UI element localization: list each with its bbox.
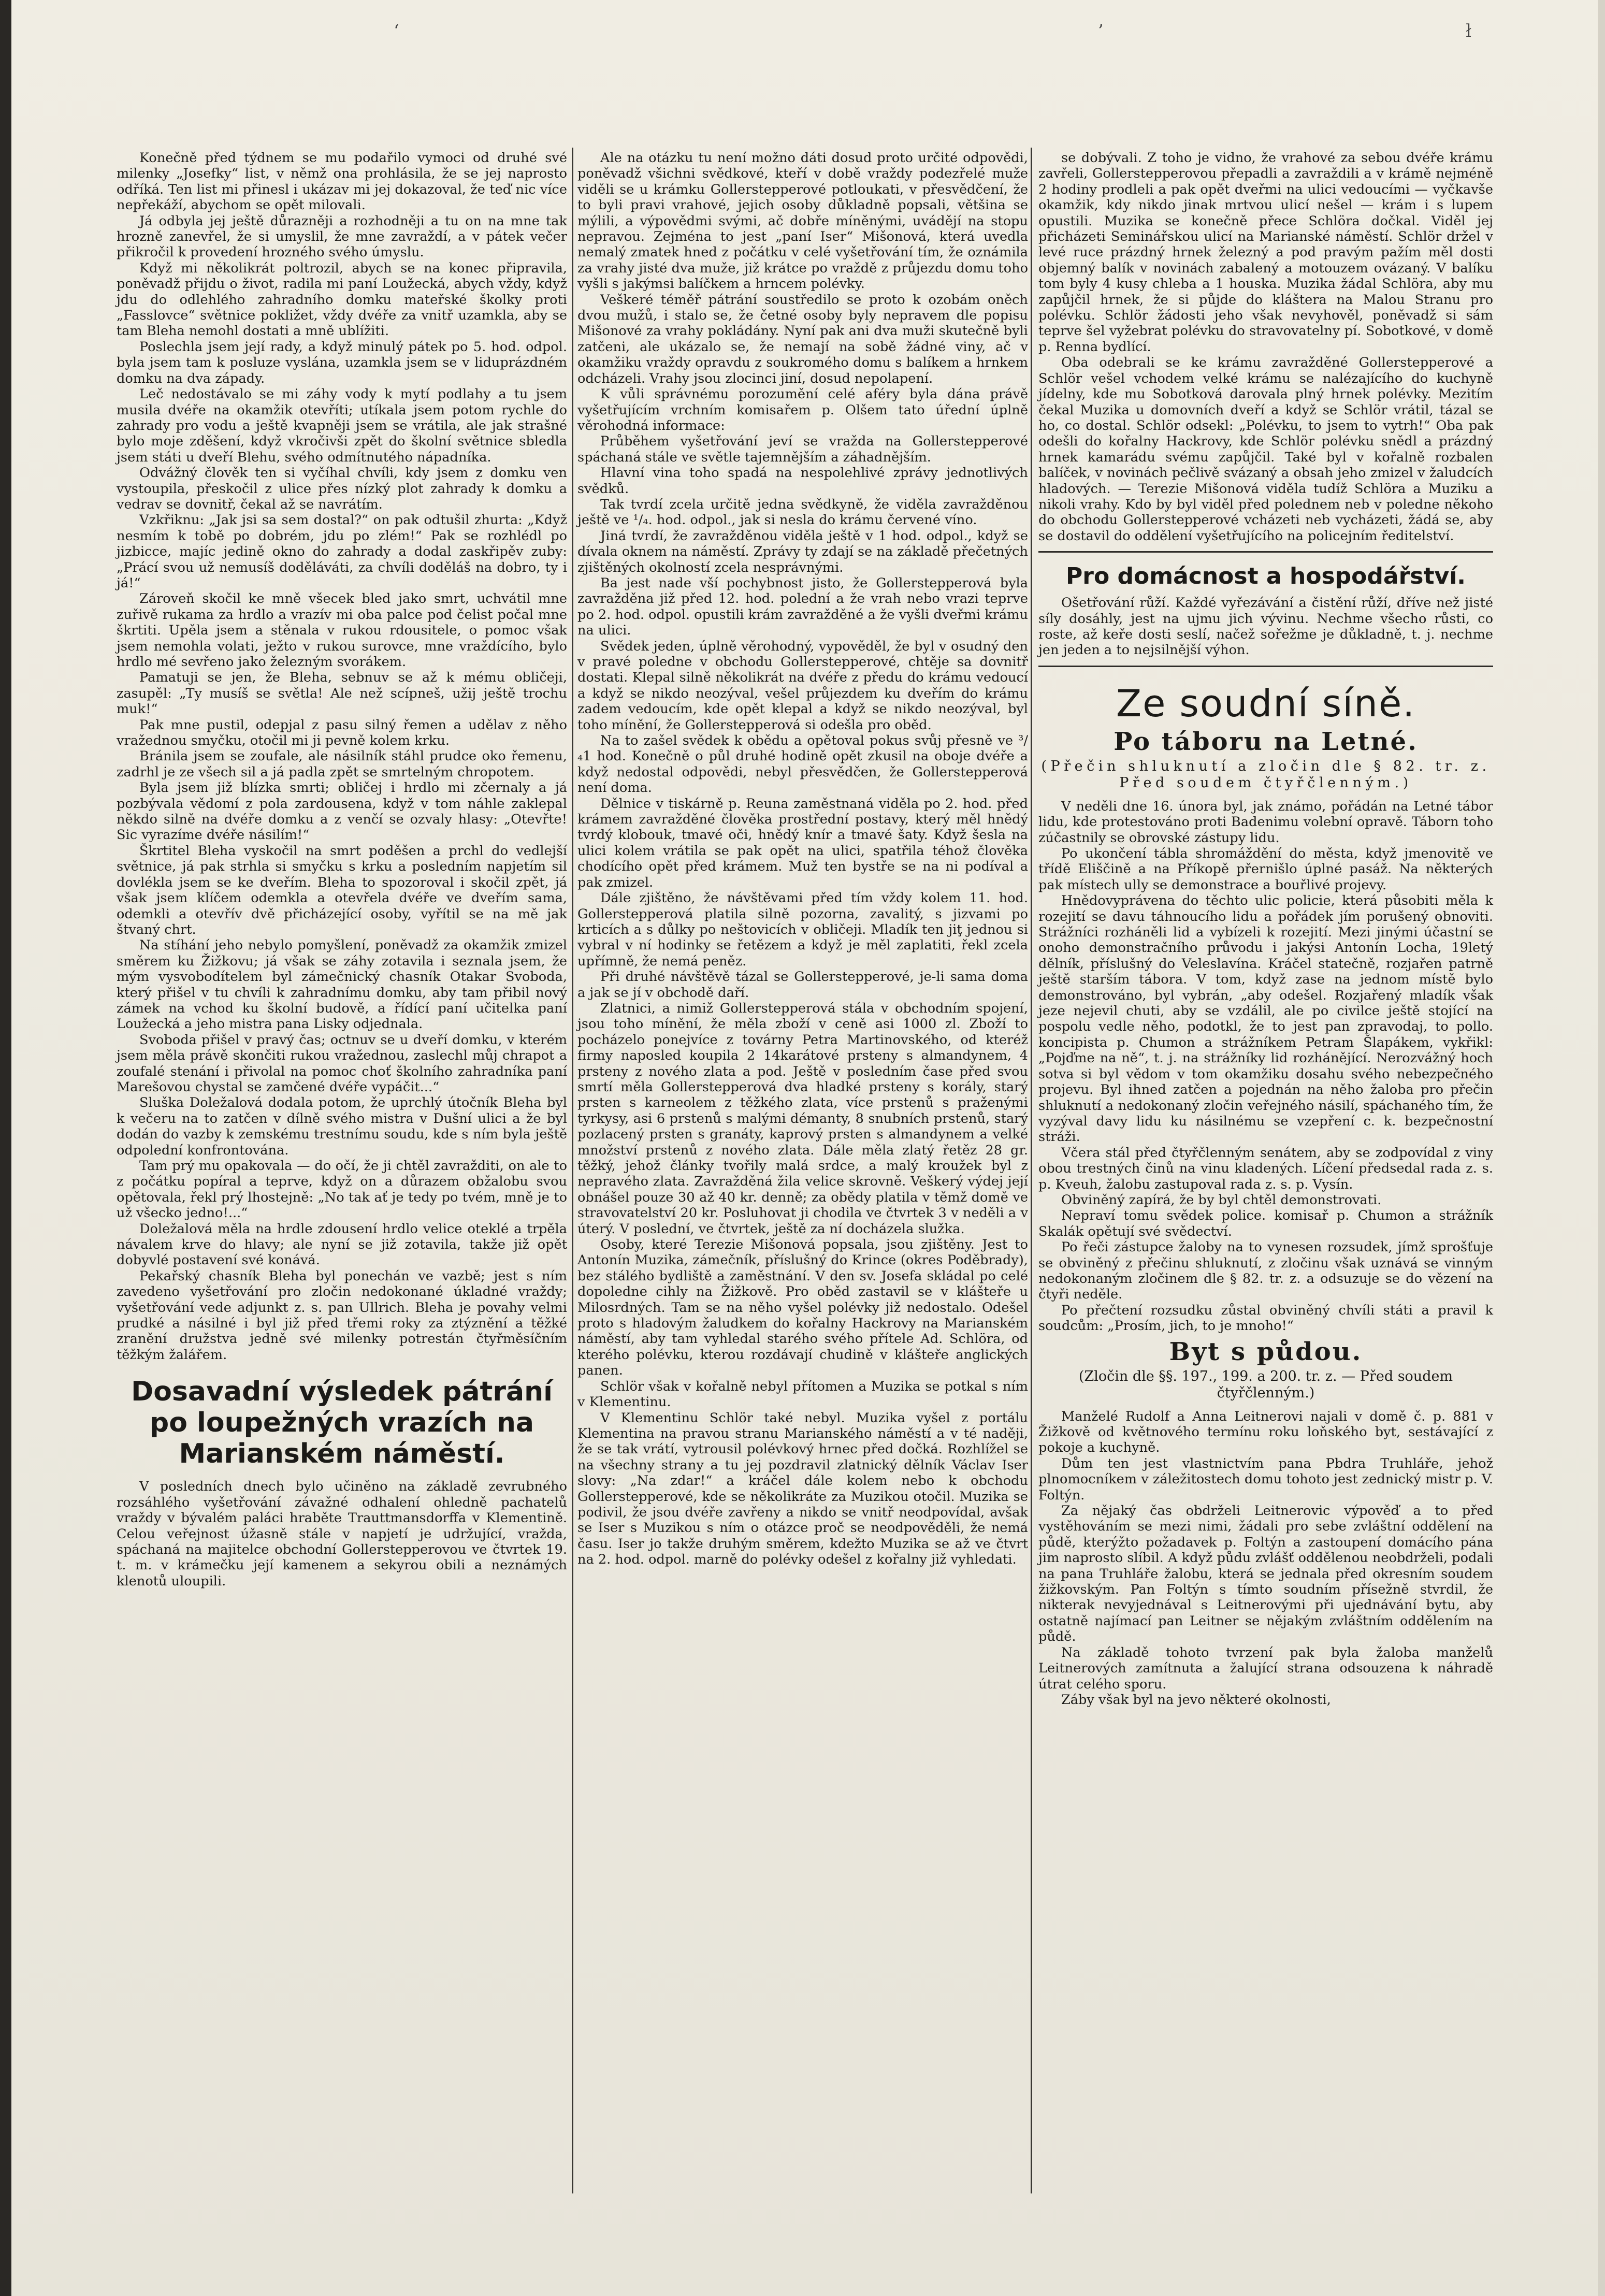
article-paragraph: Když mi několikrát poltrozil, abych se na konec připravila, poněvadž přijdu o život, radila mi paní Loužecká, abych vždy, když jdu do odlehlého zahradního domku mateřské školky proti „Fasslovce“ světnice pokližet, vždy dvéře za vnitř uzamkla, aby se tam Bleha nemohl dostati a mně ublížiti. xyxy=(117,260,567,339)
article-paragraph: Konečně před týdnem se mu podařilo vymoci od druhé své milenky „Josefky“ list, v němž ona prohlásila, že se jej naprosto odříká. Ten list mi přinesl i ukázav mi jej dokazoval, že teď nic více nepřekáží, abychom se opět milovali. xyxy=(117,150,567,213)
article-paragraph: Tam prý mu opakovala — do očí, že ji chtěl zavražditi, on ale to z počátku popíral a teprve, když on a důrazem obžalobu svou opětovala, řekl prý lhostejně: „No tak ať je tedy po tvém, mně je to už všecko jedno!...“ xyxy=(117,1158,567,1221)
article-paragraph: Ba jest nade vší pochybnost jisto, že Gollerstepperová byla zavražděna již před 12. hod. polední a že vrah nebo vrazi teprve po 2. hod. odpol. opustili krám zavražděné a že vyšli dveřmi krámu na ulici. xyxy=(577,575,1028,639)
section-domacnost-paragraphs xyxy=(1038,595,1493,658)
court-section-title: Ze soudní síně. xyxy=(1116,681,1416,725)
article-paragraph: Poslechla jsem její rady, a když minulý pátek po 5. hod. odpol. byla jsem tam k posluze vyslána, uzamkla jsem se v liduprázdném domku na dva západy. xyxy=(117,339,567,386)
section-divider-2 xyxy=(1038,666,1493,667)
headline-marianske-namesti: Dosavadní výsledek pátrání po loupežných vrazích na Marianském náměstí. xyxy=(131,1376,553,1470)
section-domacnost-title: Pro domácnost a hospodářství. xyxy=(1066,563,1466,590)
article-paragraph: K vůli správnému porozumění celé aféry byla dána právě vyšetřujícím vrchním komisařem p. Olšem tato úřední úplně věrohodná informace: xyxy=(577,386,1028,434)
column-2-paragraphs xyxy=(577,150,1028,1568)
article-paragraph: Manželé Rudolf a Anna Leitnerovi najali v domě č. p. 881 v Žižkově od květnového termínu roku loňského byt, sestávající z pokoje a kuchyně. xyxy=(1038,1408,1493,1456)
article-paragraph: Při druhé návštěvě tázal se Gollerstepperové, je-li sama doma a jak se jí v obchodě daří. xyxy=(577,969,1028,1001)
article-paragraph: V neděli dne 16. února byl, jak známo, pořádán na Letné tábor lidu, kde protestováno proti Badenimu volební opravě. Táborn toho zúčastnily se obrovské zástupy lidu. xyxy=(1038,798,1493,846)
article-paragraph: Škrtitel Bleha vyskočil na smrt poděšen a prchl do vedlejší světnice, já pak strhla si smyčku s krku a posledním napjetím sil dovlékla jsem se ke dveřím. Bleha to spozoroval i skočil zpět, já však jsem klíčem odemkla a otevřela dvéře ve dveřím sama, odemkli a otevřív dvě přicházející osoby, vyřítil se na mě jak štvaný chrt. xyxy=(117,843,567,937)
top-mark-3: ł xyxy=(1466,21,1472,41)
column-1-paragraphs xyxy=(117,150,567,1363)
article-paragraph: Já odbyla jej ještě důrazněji a rozhodněji a tu on na mne tak hrozně zanevřel, že si umyslil, že mne zavraždí, a v pátek večer přikročil k provedení hrozného svého úmyslu. xyxy=(117,213,567,261)
article-paragraph: Oba odebrali se ke krámu zavražděné Gollerstepperové a Schlör vešel vchodem velké krámu se nalézajícího do kuchyně jídelny, kde mu Sobotková darovala plný hrnek polévky. Mezitím čekal Muzika u domovních dveří a když se Schlör vrátil, tázal se ho, co dostal. Schlör odsekl: „Polévku, to jsem to vytrh!“ Oba pak odešli do kořalny Hackrovy, kde Schlör polévku snědl a prázdný hrnek kamarádu svému zapůjčil. Také byl v kořalně rozbalen balíček, v novinách pečlivě svázaný a obsah jeho zmizel v žaludcích hladových. — Terezie Mišonová viděla tudíž Schlöra a Muziku a nikoli vrahy. Kdo by byl viděl před polednem neb v poledne někoho do obchodu Gollerstepperové vcházeti neb vycházeti, žádá se, aby se dostavil do oddělení vyšetřujícího na policejním ředitelství. xyxy=(1038,355,1493,544)
article-paragraph: Záby však byl na jevo některé okolnosti, xyxy=(1061,1692,1331,1708)
article-paragraph: Zlatnici, a nimiž Gollerstepperová stála v obchodním spojení, jsou toho mínění, že měla zboží v ceně asi 1000 zl. Zboží to pocházelo ponejvíce z továrny Petra Martinovského, od kteréž firmy naposled koupila 2 14karátové prsteny s almandynem, 4 prsteny z nového zlata a pod. Ještě v posledním čase před svou smrtí měla Gollerstepperová dva hladké prsteny s korály, starý prsten s karneolem z těžkého zlata, více prstenů s praženými tyrkysy, asi 6 prstenů s malými démanty, 8 snubních prstenů, starý pozlacený prsten s granáty, kaprový prsten s almandynem a velké množství prstenů z nového zlata. Dále měla zlatý řetěz 28 gr. těžký, jehož články tvořily malá srdce, a malý kroužek byl z nepravého zlata. Zavražděná žila velice skrovně. Veškerý výdej její obnášel pouze 30 až 40 kr. denně; za obědy platila v těmž domě ve stravovatelství 20 kr. Posluhovat ji chodila ve čtvrtek 3 v neděli a v úterý. V poslední, ve čtvrtek, ještě za ní docházela služka. xyxy=(577,1000,1028,1237)
article-paragraph: Ošetřování růží. Každé vyřezávání a čistění růží, dříve než jisté síly dosáhly, jest na ujmu jich vývinu. Nechme všecho růsti, co roste, až keře dosti seslí, načež sořežme je důkladně, t. j. nechme jen jeden a to nejsilnější výhon. xyxy=(1038,595,1493,658)
article-paragraph: Dále zjištěno, že návštěvami před tím vždy kolem 11. hod. Gollerstepperová platila silně pozorna, zavalitý, s jizvami po krticích a s důlky po neštovicích v obličeji. Mladík ten jiţ jednou si vybral v ní hodinky se řetězem a když je měl zaplatiti, řekl zcela upřímně, že nemá peněz. xyxy=(577,890,1028,969)
article-paragraph: Po přečtení rozsudku zůstal obviněný chvíli státi a pravil k soudcům: „Prosím, jich, to je mnoho!“ xyxy=(1038,1302,1493,1334)
article-paragraph: Nepraví tomu svědek police. komisař p. Chumon a strážník Skalák opětují své svědectví. xyxy=(1038,1208,1493,1239)
article-paragraph: Doležalová měla na hrdle zdousení hrdlo velice oteklé a trpěla návalem krve do hlavy; ale nyní se již zotavila, takže již opět dobyvlé postavení své konává. xyxy=(117,1221,567,1268)
column-1 xyxy=(117,150,567,1589)
article-paragraph: Jiná tvrdí, že zavražděnou viděla ještě v 1 hod. odpol., když se dívala oknem na náměstí. Zprávy ty zdají se na základě přečetných zjištěných okolností zcela nesprávnými. xyxy=(577,528,1028,575)
article-paragraph: Hlavní vina toho spadá na nespolehlivé zprávy jednotlivých svědků. xyxy=(577,465,1028,497)
article-paragraph: se dobývali. Z toho je vidno, že vrahové za sebou dvéře krámu zavřeli, Gollerstepperovou přepadli a zavraždili a v krámě nejméně 2 hodiny prodleli a pak opět dveřmi na ulici vedoucími — vyčkavše okamžik, kdy nikdo jinak mrtvou ulicí nešel — krám i s lupem opustili. Muzika se konečně přece Schlöra dočkal. Viděl jej přicházeti Seminářskou ulicí na Marianské náměstí. Schlör držel v levé ruce prázdný hrnek železný a pod pravým pažím měl dosti objemný balík v novinách zabalený a motouzem ovázaný. V balíku tom byly 4 kusy chleba a 1 houska. Muzika žádal Schlöra, aby mu zapůjčil hrnek, že si půjde do kláštera na Malou Stranu pro polévku. Schlör žádosti jeho však nevyhověl, poněvadž si sám teprve šel vyžebrat polévku do stravovatelny pí. Sobotkové, v domě p. Renna bydlící. xyxy=(1038,150,1493,355)
article-paragraph: Včera stál před čtyřčlenným senátem, aby se zodpovídal z viny obou trestných činů na vinu kladených. Líčení předsedal rada z. s. p. Kveuh, žalobu zastupoval rada z. s. p. Vysín. xyxy=(1038,1145,1493,1192)
article-paragraph: Na to zašel svědek k obědu a opětoval pokus svůj přesně ve ³/₄1 hod. Konečně o půl druhé hodině opět zkusil na oboje dvéře a když nedostal odpovědi, nebyl přesvědčen, že Gollerstepperová není doma. xyxy=(577,733,1028,796)
article-paragraph: Na stíhání jeho nebylo pomyšlení, poněvadž za okamžik zmizel směrem ku Žižkovu; já však se záhy zotavila i seznala jsem, že mým vysvobodítelem byl zámečnický chasník Otakar Svoboda, který přišel v tu chvíli k zahradnímu domku, aby tam přibil nový zámek na vchod ku školní budově, a řídící paní učitelka paní Loužecká a jeho mistra pana Lisky odjednala. xyxy=(117,937,567,1032)
article-paragraph: Dělnice v tiskárně p. Reuna zaměstnaná viděla po 2. hod. před krámem zavražděné člověka prostřední postavy, který měl hnědý tvrdý klobouk, tmavé oči, hnědý knír a tmavé šaty. Když šesla na ulici kolem vrátila se pak opět na ulici, spatřila téhož člověka chodícího opět před krámem. Muž ten bystře se na ni podíval a pak zmizel. xyxy=(577,796,1028,890)
article-paragraph: Byla jsem již blízka smrti; obličej i hrdlo mi zčernaly a já pozbývala vědomí z pola zardousena, když v tom náhle zaklepal někdo silně na dvéře domku a z venčí se ozvaly hlasy: „Otevřte! Sic vyrazíme dvéře násilím!“ xyxy=(117,780,567,843)
article-paragraph: Bránila jsem se zoufale, ale násilník stáhl prudce oko řemenu, zadrhl je ze všech sil a já padla zpět se smrtelným chropotem. xyxy=(117,748,567,780)
top-mark-1: ‘ xyxy=(394,21,399,41)
column-rule-2 xyxy=(1031,148,1032,2193)
case-2-crime: (Zločin dle §§. 197., 199. a 200. tr. z. — Před soudem čtyřčlenným.) xyxy=(1078,1368,1453,1401)
article-paragraph: Leč nedostávalo se mi záhy vody k mytí podlahy a tu jsem musila dvéře na okamžik otevříti; utíkala jsem potom rychle do zahrady pro vodu a ještě kvapněji jsem se vrátila, ale jak strašné bylo moje zděšení, když vkročivši zpět do školní světnice sbledla jsem státi u dveří Blehu, svého odmítnutého nápadníka. xyxy=(117,386,567,465)
article-paragraph: Pak mne pustil, odepjal z pasu silný řemen a udělav z něho vražednou smyčku, otočil mi ji pevně kolem krku. xyxy=(117,717,567,749)
section-divider-1 xyxy=(1038,551,1493,553)
article-paragraph: Po ukončení tábla shromáždění do města, když jmenovitě ve třídě Eliščině a na Příkopě přernišlo úplné pasáž. Na některých pak místech ully se demonstrace a bouřlivé projevy. xyxy=(1038,846,1493,893)
article-paragraph: V Klementinu Schlör také nebyl. Muzika vyšel z portálu Klementina na pravou stranu Marianského náměstí a v té naději, že se tak vrátí, vytrousil polévkový hrnec před dočká. Rozhlížel se na všechny strany a tu jej pozdravil zlatnický dělník Václav Iser slovy: „Na zdar!“ a kráčel dále kolem nebo k obchodu Gollerstepperové, kde se několikráte za Muzikou otočil. Muzika se podivil, že jsou dvéře zavřeny a nikdo se vnitř neodpovídal, avšak se Iser s Muzikou s ním o otázce proč se neodpověděli, že nemá času. Iser jo takže druhým směrem, kdežto Muzika se až ve čtvrt na 2. hod. odpol. marně do polévky odešel z kořalny již vyhledati. xyxy=(577,1410,1028,1568)
case-1-title: Po táboru na Letné. xyxy=(1114,727,1418,756)
top-mark-2: ’ xyxy=(1098,21,1104,41)
column-3 xyxy=(1038,150,1493,1708)
case-1-paragraphs xyxy=(1038,799,1493,1334)
article-paragraph: Svoboda přišel v pravý čas; octnuv se u dveří domku, v kterém jsem měla právě skončiti rukou vražednou, zaslechl můj chrapot a zoufalé stenání i přivolal na pomoc choť školního zahradníka paní Marešovou chystal se zamčené dvéře vypáčit...“ xyxy=(117,1032,567,1095)
scan-right-edge xyxy=(1598,0,1605,2296)
article-paragraph: Pekařský chasník Bleha byl ponechán ve vazbě; jest s ním zavedeno vyšetřování pro zločin nedokonané úkladné vraždy; vyšetřování vede adjunkt z. s. pan Ullrich. Bleha je povahy velmi prudké a násilné i byl již před třemi roky za ztýznění a těžké zranění družstva jedně své milenky potrestán čtyřměsíčním těžkým žalářem. xyxy=(117,1268,567,1363)
article-paragraph: Na základě tohoto tvrzení pak byla žaloba manželů Leitnerových zamítnuta a žalující strana odsouzena k náhradě útrat celého sporu. xyxy=(1038,1644,1493,1692)
article-paragraph: Tak tvrdí zcela určitě jedna svědkyně, že viděla zavražděnou ještě ve ¹/₄. hod. odpol., jak si nesla do krámu červené víno. xyxy=(577,496,1028,528)
article-paragraph: Odvážný člověk ten si vyčíhal chvíli, kdy jsem z domku ven vystoupila, přeskočil z ulice přes nízký plot zahrady k domku a vedrav se dovnitř, čekal až se navrátím. xyxy=(117,465,567,512)
scan-left-edge xyxy=(0,0,11,2296)
article-paragraph: Svědek jeden, úplně věrohodný, vypověděl, že byl v osudný den v pravé poledne v obchodu Gollerstepperové, chtěje sa dovnitř dostati. Klepal silně několikrát na dvéře z předu do krámu vedoucí a když se nikdo neozýval, vešel průjezdem ku dveřím do krámu zadem vedoucím, kde opět klepal a když se nikdo neozýval, byl toho mínění, že Gollerstepperová si odešla pro oběd. xyxy=(577,638,1028,733)
article-paragraph: Průběhem vyšetřování jeví se vražda na Gollerstepperové spáchaná stále ve světle tajemnějším a záhadnějším. xyxy=(577,434,1028,465)
article-paragraph: V posledních dnech bylo učiněno na základě zevrubného rozsáhlého vyšetřování závažné odhalení ohledně pachatelů vraždy v bývalém paláci hraběte Trauttmansdorffa v Klementině. Celou veřejnost úžasně stále v napjetí je udržující, vražda, spáchaná na majitelce obchodní Gollerstepperovou ve čtvrtek 19. t. m. v krámečku její kamenem a sekyrou obili a neznámých klenotů uloupili. xyxy=(117,1479,567,1589)
article-paragraph: Zároveň skočil ke mně všecek bled jako smrt, uchvátil mne zuřivě rukama za hrdlo a vrazív mi oba palce pod čelist počal mne škrtiti. Upěla jsem a stěnala v rukou rdousitele, o pomoc však jsem nemohla volati, ježto v rukou surovce, mne vraždícího, bylo hrdlo mé sevřeno jako železným svorákem. xyxy=(117,591,567,670)
article-paragraph: Vzkřiknu: „Jak jsi sa sem dostal?“ on pak odtušil zhurta: „Když nesmím k tobě po dobrém, jdu po zlém!“ Pak se rozhlédl po jizbicce, majíc jedině okno do zahrady a dodal zaskřipěv zuby: „Prácí svou už nemusíš doděláváti, za chvíli doděláš na dobro, ty i já!“ xyxy=(117,512,567,591)
column-3-paragraphs xyxy=(1038,150,1493,544)
column-rule-1 xyxy=(572,148,573,2193)
case-2-paragraphs xyxy=(1038,1409,1493,1708)
article-paragraph: Obviněný zapírá, že by byl chtěl demonstrovati. xyxy=(1061,1192,1382,1208)
article-paragraph: Sluška Doležalová dodala potom, že uprchlý útočník Bleha byl k večeru na to zatčen v dílně svého mistra v Dušní ulici a že byl dodán do vazby k zemskému trestnímu soudu, kde s ním byla ještě odpolední konfrontována. xyxy=(117,1095,567,1158)
article-paragraph: Hnědovyprávena do těchto ulic policie, která působiti měla k rozejití se davu táhnoucího lidu a pořádek jím porušený obnoviti. Strážníci rozháněli lid a vybízeli k rozejití. Mezi jinými účastní se onoho demonstračního průvodu i jakýsi Antonín Locha, 19letý dělník, příslušný do Veleslavína. Kráčel statečně, rozjařen patrně ještě starším tábora. V tom, když zase na jednom místě bylo demonstrováno, byl vybrán, „aby odešel. Rozjařený mladík však jeze nejevil chuti, aby se vzdálil, ale po civilce ještě stojící na pospolu vedle něho, podotkl, že to jest pan zpravodaj, to pollo. koncipista p. Chumon a strážníkem Petram Šlapákem, vykřikl: „Pojďme na ně“, t. j. na strážníky lid rozhánějící. Nerozvážný hoch sotva si byl vědom v tom okamžiku dosahu svého nebezpečného projevu. Byl ihned zatčen a pojednán na něho žaloba pro přečin shluknutí a nedokonaný zločin veřejného násilí, spáchaného tím, že vyzýval davy lidu ku násilnému se vzepření c. k. bezpečnostní stráži. xyxy=(1038,893,1493,1145)
article-paragraph: Za nějaký čas obdrželi Leitnerovic výpověď a to před vystěhováním se mezi nimi, žádali pro sebe zvláštní oddělení na půdě, kterýžto požadavek p. Foltýn a zastoupení domácího pána jim naprosto slíbil. A když půdu zvlášť oddělenou neobdrželi, podali na pana Truhláře žalobu, která se jednala před okresním soudem žižkovským. Pan Foltýn s tímto soudním přísežně stvrdil, že nikterak nevyjednával s Leitnerovými při ujednávání bytu, aby ostatně najímací pan Leitner se nějakým zvláštním oddělením na půdě. xyxy=(1038,1503,1493,1645)
article-paragraph: Ale na otázku tu není možno dáti dosud proto určité odpovědi, poněvadž všichni svědkové, kteří v době vraždy podezřelé muže viděli se u krámku Gollerstepperové potloukati, v přesvědčení, že to byli pravi vrahové, jejich osoby důkladně popsali, většina se mýlili, a výpovědmi svými, ač dobře míněnými, uvádějí na stopu nepravou. Zejména to jest „paní Iser“ Mišonová, která uvedla nemalý zmatek hned z počátku v celé vyšetřování tím, že oznámila za vrahy jisté dva muže, již krátce po vraždě z průjezdu domu toho vyšli s jakýmsi balíčkem a hrncem polévky. xyxy=(577,150,1028,292)
case-1-crime: (Přečin shluknutí a zločin dle § 82. tr. z. Před soudem čtyřčlenným.) xyxy=(1041,758,1491,791)
article-paragraph: Dům ten jest vlastnictvím pana Pbdra Truhláře, jehož plnomocníkem v záležitostech domu tohoto jest zednický mistr p. V. Foltýn. xyxy=(1038,1455,1493,1503)
column-1-after-paragraphs xyxy=(117,1479,567,1589)
article-paragraph: Po řeči zástupce žaloby na to vynesen rozsudek, jímž sprošťuje se obviněný z přečinu shluknutí, z zločinu však uznává se vinným nedokonaným zločinem dle § 82. tr. z. a odsuzuje se do vězení na čtyři neděle. xyxy=(1038,1239,1493,1303)
case-2-title: Byt s půdou. xyxy=(1169,1337,1363,1366)
article-paragraph: Veškeré téměř pátrání soustředilo se proto k ozobám oněch dvou mužů, i stalo se, že četné osoby byly nepravem dle popisu Mišonové za vrahy pokládány. Nyní pak ani dva muži skutečně byli zatčeni, ale ukázalo se, že nemají na sobě žádné viny, ač v okamžiku vraždy opravdu z soukromého domu s balíkem a hrnkem odcházeli. Vrahy jsou zlocinci jiní, dosud nepolapení. xyxy=(577,292,1028,386)
article-paragraph: Osoby, které Terezie Mišonová popsala, jsou zjištěny. Jest to Antonín Muzika, zámečník, příslušný do Krince (okres Poděbrady), bez stálého bydliště a zaměstnání. V den sv. Josefa skládal po celé dopoledne cihly na Žižkově. Pro oběd zastavil se v klášteře u Milosrdných. Tam se na něho vyšel polévky již nedostalo. Odešel proto s hladovým žaludkem do kořalny Hackrovy na Marianském náměstí, aby tam vyhledal starého svého přítele Ad. Schlöra, od kterého polévku, kterou rozdávají chudině v klášteře anglických panen. xyxy=(577,1237,1028,1379)
column-2 xyxy=(577,150,1028,1568)
article-paragraph: Pamatuji se jen, že Bleha, sebnuv se až k mému obličeji, zasupěl: „Ty musíš se světla! Ale než scípneš, užij ještě trochu muk!“ xyxy=(117,670,567,717)
article-paragraph: Schlör však v kořalně nebyl přítomen a Muzika se potkal s ním v Klementinu. xyxy=(577,1378,1028,1410)
